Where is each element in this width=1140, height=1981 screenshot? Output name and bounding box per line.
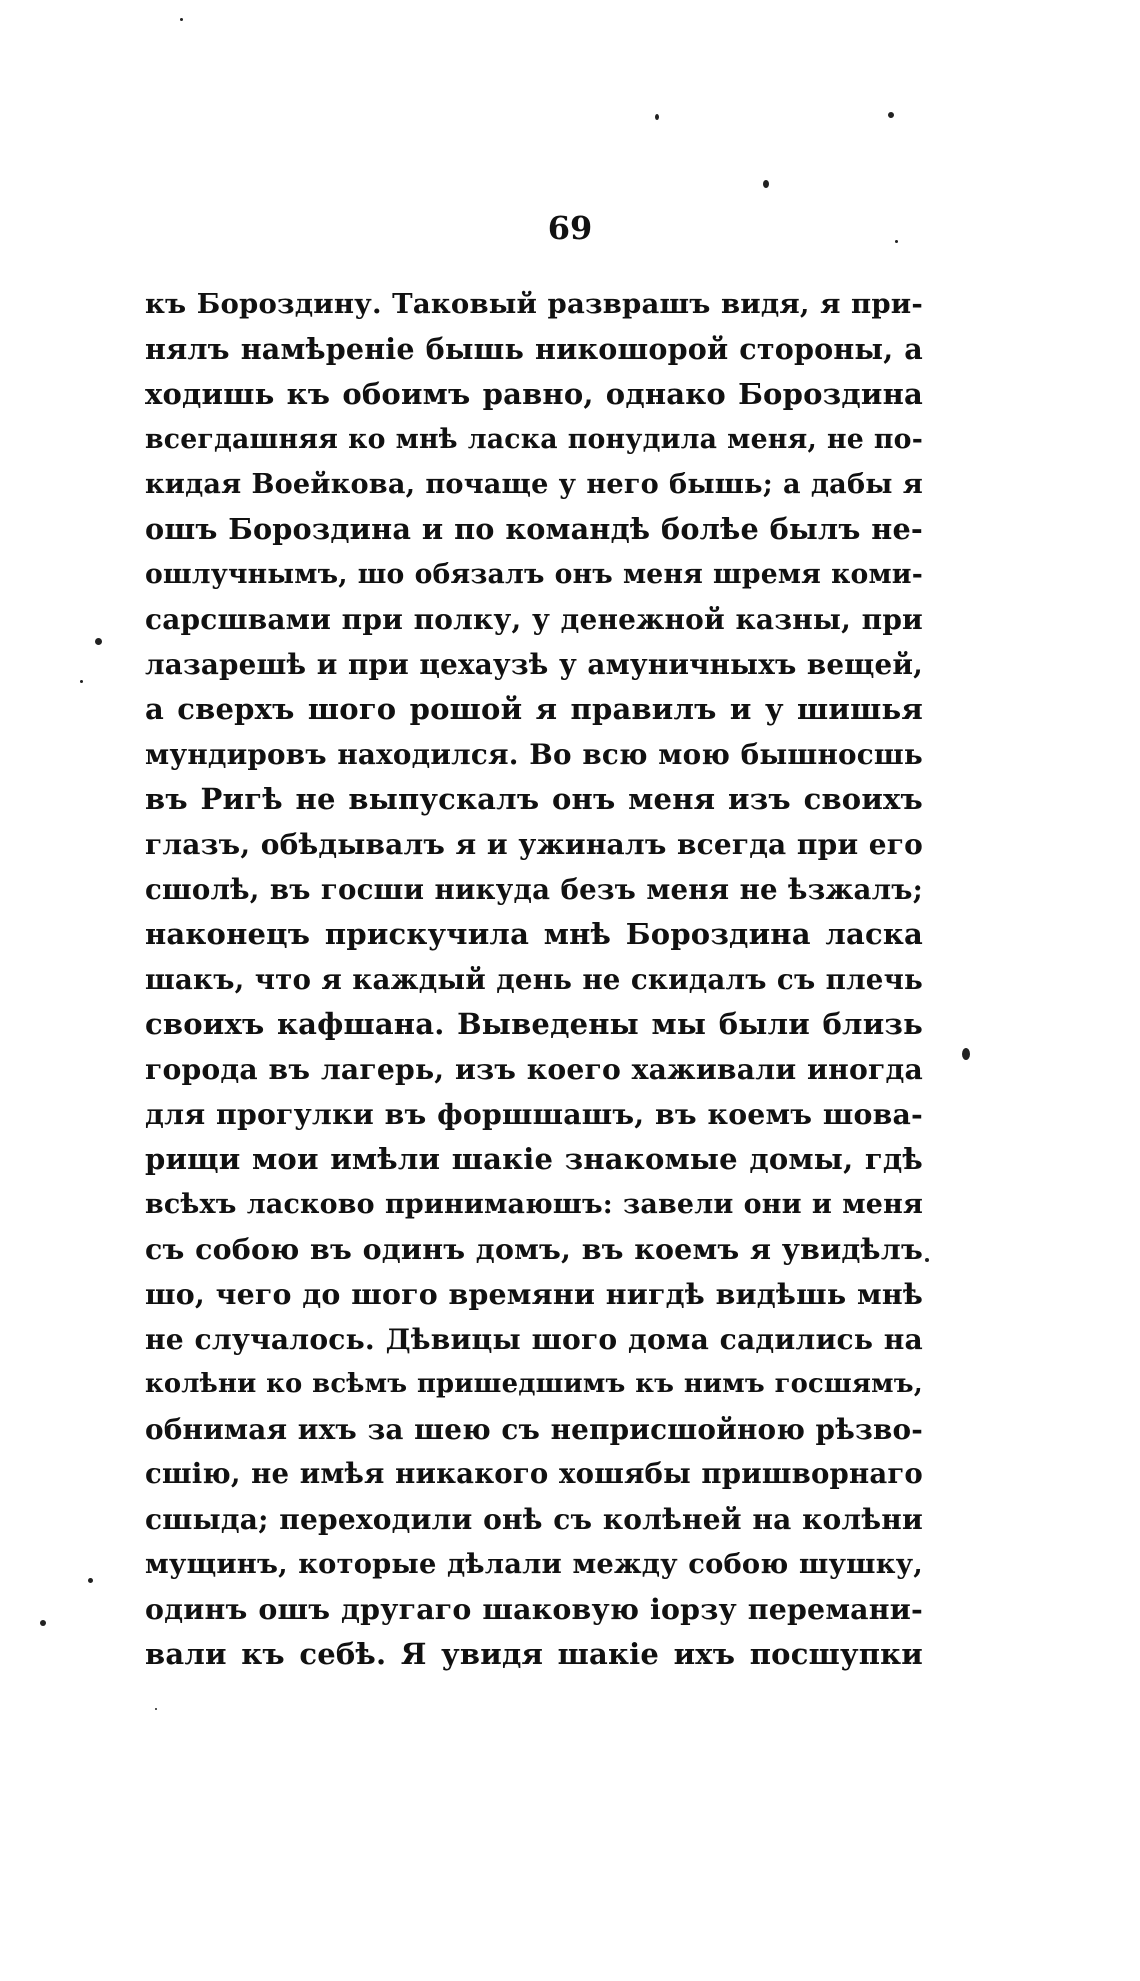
text-line: ходишь къ обоимъ равно, однако Бороздина: [145, 377, 923, 411]
text-line: мундировъ находился. Во всю мою бышносшь: [145, 738, 923, 771]
text-line: къ Бороздину. Таковый разврашъ видя, я при-: [145, 288, 923, 320]
text-line: лазарешѣ и при цехаузѣ у амуничныхъ вещей,: [145, 648, 923, 681]
scan-speck: [40, 1620, 46, 1626]
text-line: ошлучнымъ, шо обязалъ онъ меня шремя коми-: [145, 559, 923, 590]
text-line: обнимая ихъ за шею съ неприсшойною рѣзво-: [145, 1413, 923, 1446]
text-line: сшію, не имѣя никакого хошябы пришворнаго: [145, 1458, 923, 1490]
scan-speck: [962, 1048, 970, 1060]
text-line: своихъ кафшана. Выведены мы были близь: [145, 1007, 923, 1041]
scan-speck: [925, 1258, 929, 1262]
text-line: глазъ, обѣдывалъ я и ужиналъ всегда при его: [145, 828, 923, 861]
text-line: не случалось. Дѣвицы шого дома садились на: [145, 1323, 923, 1356]
scan-speck: [155, 1708, 157, 1710]
text-line: рищи мои имѣли шакіе знакомые домы, гдѣ: [145, 1142, 923, 1176]
scan-speck: [88, 1578, 93, 1583]
text-line: сшолѣ, въ госши никуда безъ меня не ѣзжалъ;: [145, 873, 923, 906]
text-line: а сверхъ шого рошой я правилъ и у шишья: [145, 692, 923, 726]
text-line: всегдашняя ко мнѣ ласка понудила меня, не по-: [145, 424, 923, 455]
text-line: сарсшвами при полку, у денежной казны, при: [145, 603, 923, 636]
text-line: для прогулки въ форшшашъ, въ коемъ шова-: [145, 1097, 923, 1131]
scan-speck: [763, 180, 769, 188]
text-line: нялъ намѣреніе бышь никошорой стороны, а: [145, 332, 923, 366]
text-line: города въ лагерь, изъ коего хаживали иногда: [145, 1053, 923, 1086]
scan-speck: [888, 112, 894, 118]
scan-speck: [80, 680, 83, 683]
scan-speck: [95, 638, 102, 645]
text-line: вали къ себѣ. Я увидя шакіе ихъ посшупки: [145, 1637, 923, 1671]
text-line: шакъ, что я каждый день не скидалъ съ плечь: [145, 963, 923, 996]
text-line: сшыда; переходили онѣ съ колѣней на колѣни: [145, 1503, 923, 1536]
text-line: кидая Воейкова, почаще у него бышь; а дабы я: [145, 469, 923, 500]
text-line: всѣхъ ласково принимаюшъ: завели они и меня: [145, 1189, 923, 1220]
body-text: [145, 282, 923, 1677]
text-line: колѣни ко всѣмъ пришедшимъ къ нимъ госшямъ,: [145, 1369, 923, 1399]
text-line: мущинъ, которые дѣлали между собою шушку,: [145, 1548, 923, 1580]
text-line: въ Ригѣ не выпускалъ онъ меня изъ своихъ: [145, 782, 923, 816]
scan-speck: [655, 114, 659, 120]
scan-speck: [180, 18, 183, 21]
text-line: шо, чего до шого времяни нигдѣ видѣшь мнѣ: [145, 1277, 923, 1311]
page-number: 69: [547, 209, 593, 247]
text-line: ошъ Бороздина и по командѣ болѣе былъ не-: [145, 512, 923, 546]
text-line: наконецъ прискучила мнѣ Бороздина ласка: [145, 917, 923, 951]
text-line: съ собою въ одинъ домъ, въ коемъ я увидѣлъ: [145, 1232, 923, 1266]
text-line: одинъ ошъ другаго шаковую іорзу перемани-: [145, 1592, 923, 1626]
